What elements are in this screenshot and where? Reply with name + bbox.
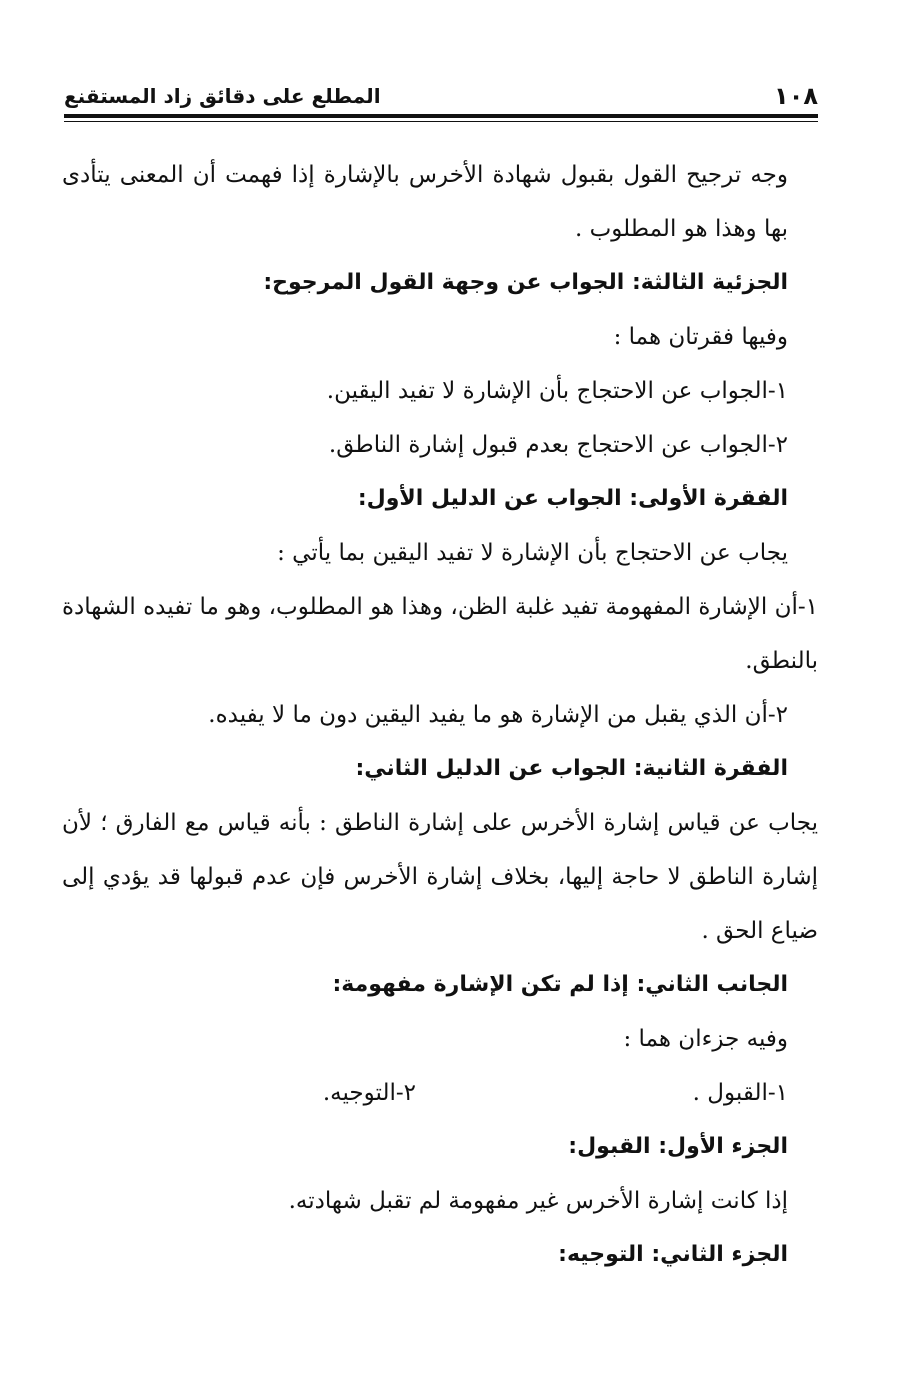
heading-second-aspect: الجانب الثاني: إذا لم تكن الإشارة مفهومة: [332,972,788,997]
header-rule-thick [64,114,818,118]
heading-part-two: الجزء الثاني: التوجيه: [558,1242,788,1267]
heading-first-section: الفقرة الأولى: الجواب عن الدليل الأول: [357,486,788,511]
text-answer-intro: يجاب عن الاحتجاج بأن الإشارة لا تفيد اليقين بما يأتي : [277,540,788,566]
paragraph-answer-1: ١-أن الإشارة المفهومة تفيد غلبة الظن، وهذا هو المطلوب، وهو ما تفيده الشهادة بالنطق. [62,594,818,674]
page-number: ١٠٨ [774,82,818,110]
header-rule-thin [64,121,818,122]
text-two-sections: وفيها فقرتان هما : [613,324,788,350]
heading-part-one: الجزء الأول: القبول: [568,1134,788,1159]
part-item-2: ٢-التوجيه. [322,1080,416,1106]
parts-list [62,1066,818,1120]
part-item-1: ١-القبول . [692,1080,788,1106]
list-item-1: ١-الجواب عن الاحتجاج بأن الإشارة لا تفيد اليقين. [326,378,788,404]
list-item-2: ٢-الجواب عن الاحتجاج بعدم قبول إشارة الناطق. [328,432,788,458]
paragraph-preference-reason: وجه ترجيح القول بقبول شهادة الأخرس بالإشارة إذا فهمت أن المعنى يتأدى بها وهذا هو المطلوب . [62,162,788,242]
text-answer-2: ٢-أن الذي يقبل من الإشارة هو ما يفيد اليقين دون ما لا يفيده. [208,702,788,728]
heading-second-section: الفقرة الثانية: الجواب عن الدليل الثاني: [355,756,788,781]
paragraph-analogy-answer: يجاب عن قياس إشارة الأخرس على إشارة الناطق : بأنه قياس مع الفارق ؛ لأن إشارة الناطق لا حاجة إليها، بخلاف إشارة الأخرس فإن عدم قبولها قد يؤدي إلى ضياع الحق . [62,810,818,944]
heading-third-part: الجزئية الثالثة: الجواب عن وجهة القول المرجوح: [263,270,788,295]
running-header [64,78,818,114]
book-title: المطلع على دقائق زاد المستقنع [64,84,381,108]
page-body [62,148,818,1282]
text-two-parts: وفيه جزءان هما : [623,1026,788,1052]
text-ruling: إذا كانت إشارة الأخرس غير مفهومة لم تقبل شهادته. [288,1188,788,1214]
